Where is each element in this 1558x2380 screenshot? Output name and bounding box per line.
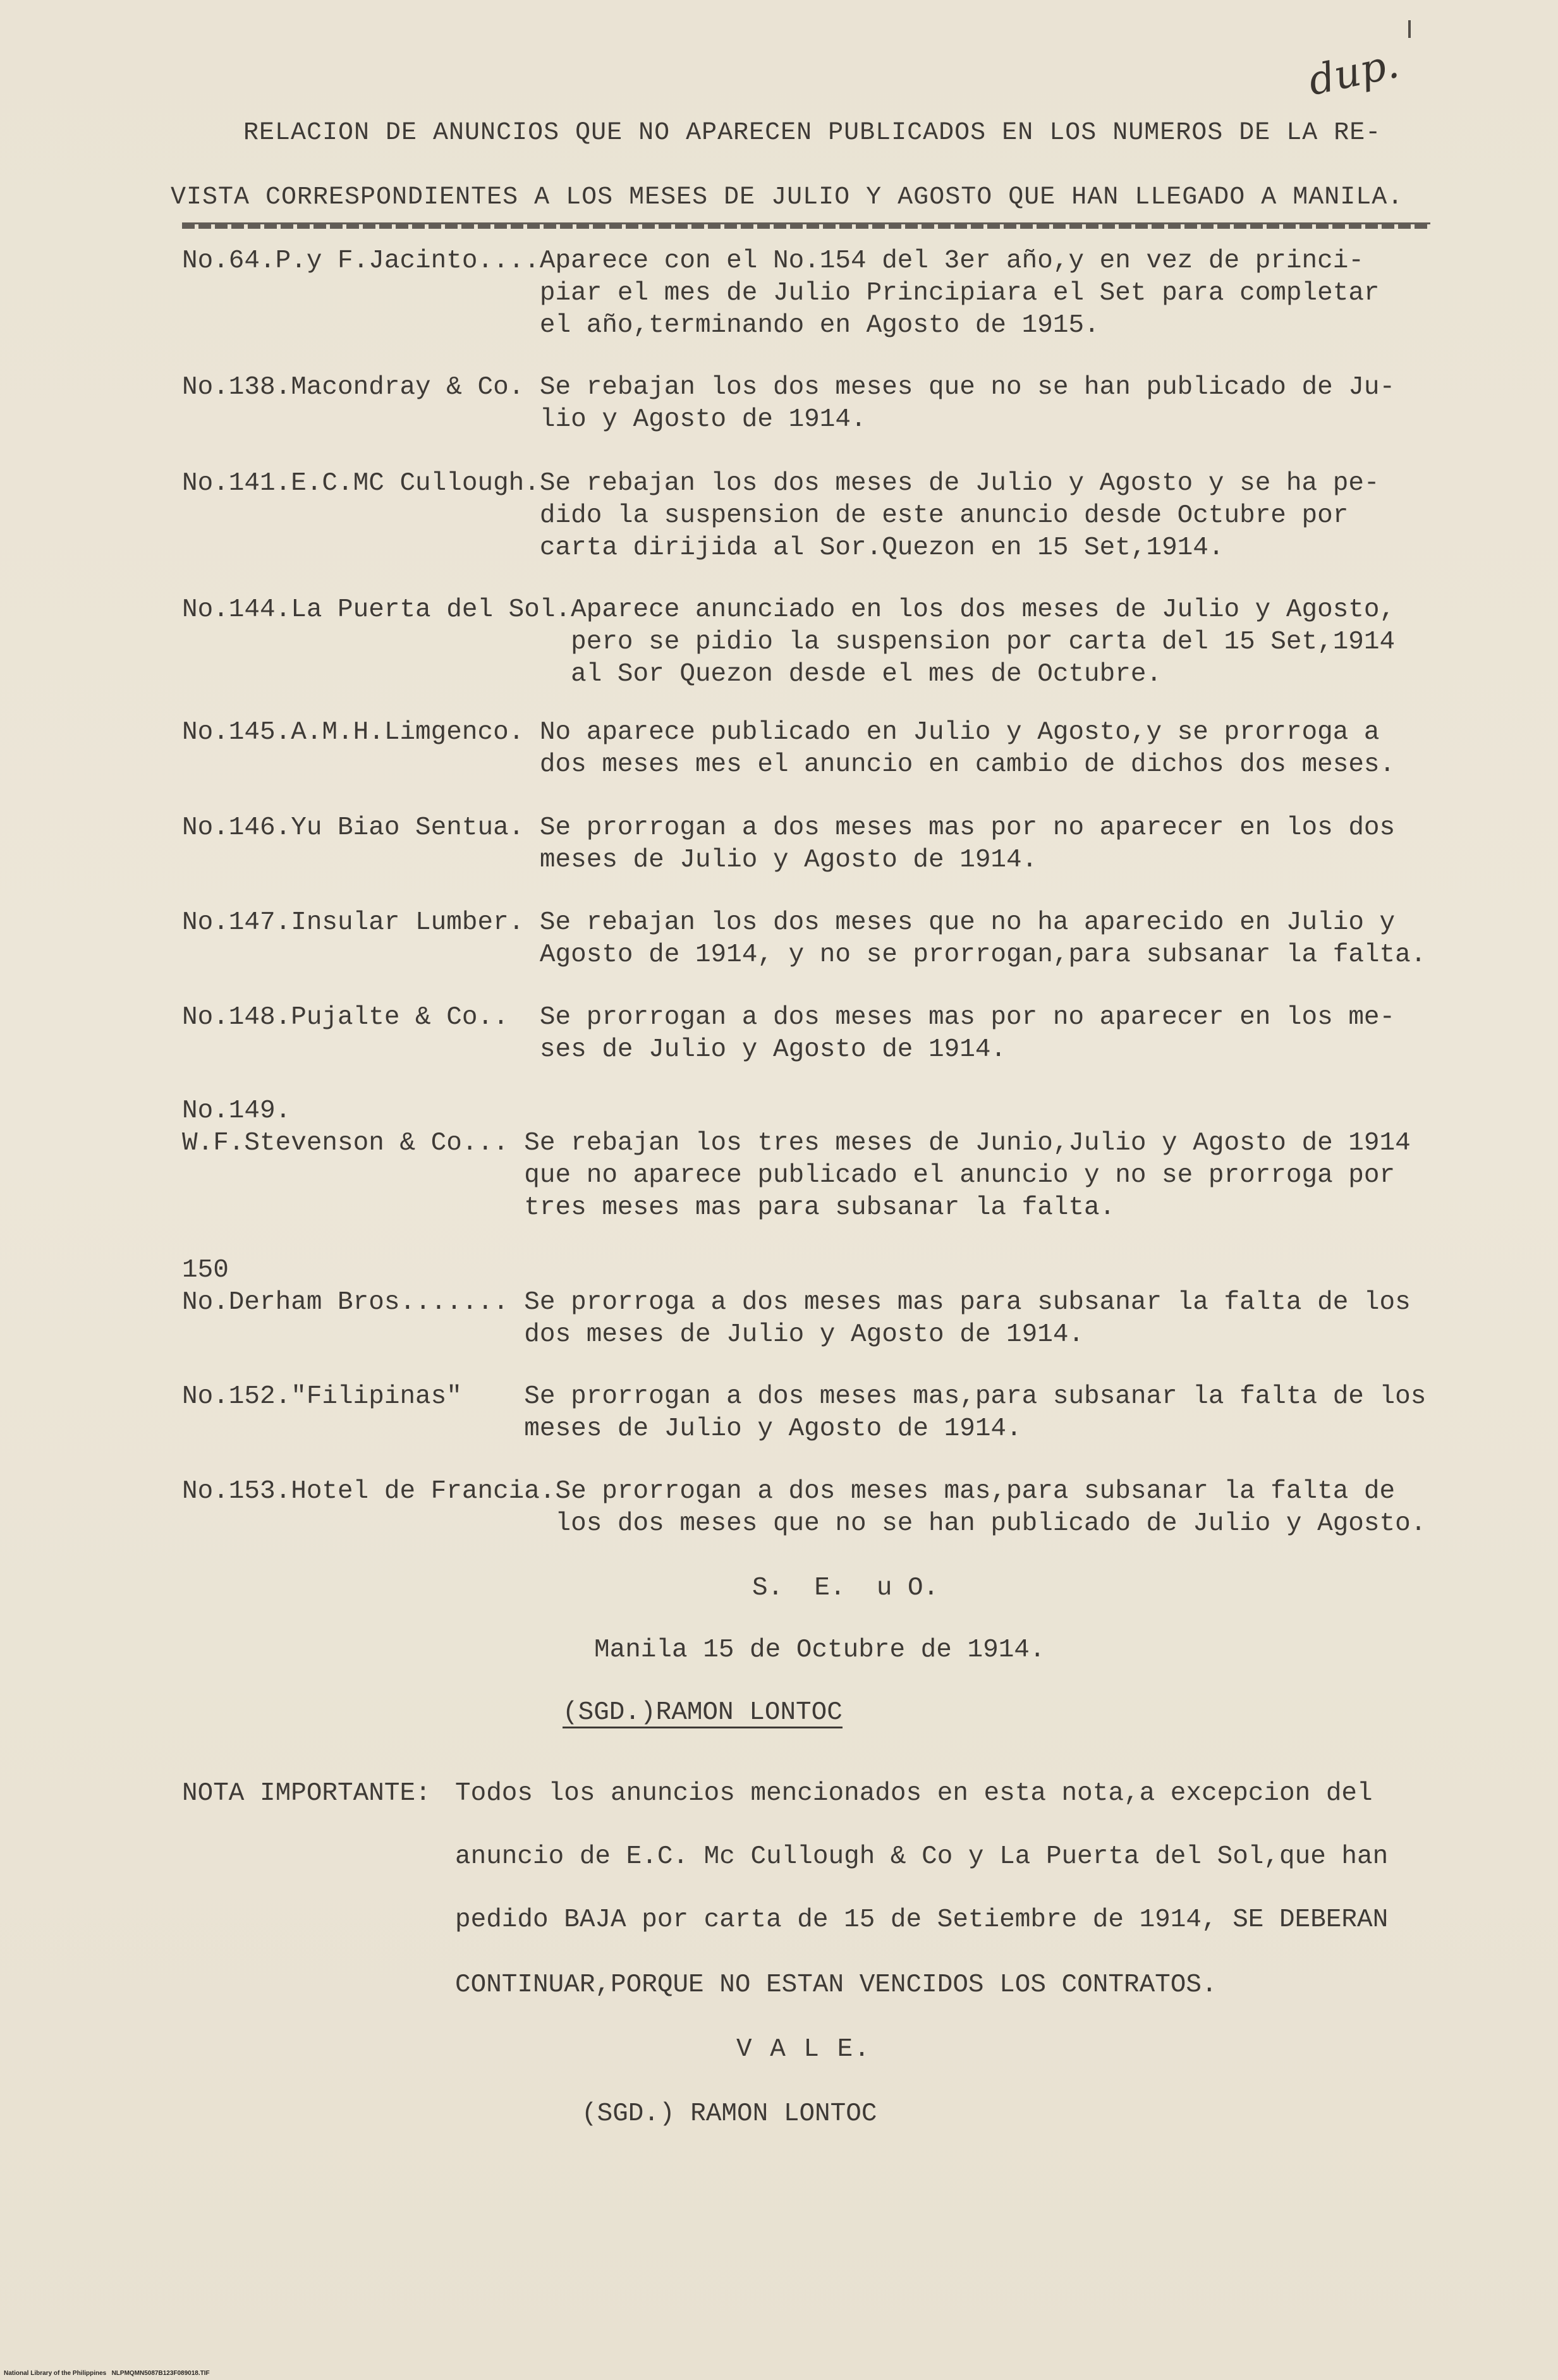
title-divider (182, 222, 1430, 229)
entry-line: Se rebajan los dos meses que no ha aparecido en Julio y (539, 908, 1396, 937)
handwritten-annotation: dup. (1304, 40, 1403, 106)
entry-line: dido la suspension de este anuncio desde Octubre por (539, 501, 1349, 530)
entry-line: tres meses mas para subsanar la falta. (524, 1193, 1116, 1222)
entry-line: al Sor Quezon desde el mes de Octubre. (571, 660, 1162, 689)
signature-underlined: (SGD.)RAMON LONTOC (563, 1698, 843, 1727)
entry-144 (182, 594, 1471, 691)
entry-152 (182, 1381, 1471, 1445)
entry-label: No.144.La Puerta del Sol. (182, 595, 571, 624)
entry-label: No.Derham Bros....... (182, 1288, 525, 1317)
entry-line: que no aparece publicado el anuncio y no se prorroga por (524, 1161, 1396, 1190)
archive-footer: National Library of the Philippines NLPMQMN5087B123F089018.TIF (4, 2370, 210, 2377)
entry-label: No.145.A.M.H.Limgenco. (182, 718, 540, 747)
entry-number: 150 (182, 1256, 229, 1285)
nota-line: CONTINUAR,PORQUE NO ESTAN VENCIDOS LOS CONTRATOS. (455, 1970, 1217, 2000)
entry-line: Aparece con el No.154 del 3er año,y en vez de princi- (539, 246, 1364, 276)
signature-2: (SGD.) RAMON LONTOC (581, 2099, 877, 2128)
entry-145 (182, 717, 1471, 781)
entry-label: No.148.Pujalte & Co.. (182, 1003, 540, 1032)
entry-line: Se prorrogan a dos meses mas por no aparecer en los me- (539, 1003, 1396, 1032)
entry-label: No.64.P.y F.Jacinto.... (182, 246, 540, 276)
entry-146 (182, 812, 1471, 877)
entry-line: los dos meses que no se han publicado de Julio y Agosto. (555, 1509, 1427, 1538)
entry-line: Se prorroga a dos meses mas para subsanar la falta de los (524, 1288, 1411, 1317)
entry-line: No aparece publicado en Julio y Agosto,y se prorroga a (539, 718, 1380, 747)
entry-line: meses de Julio y Agosto de 1914. (539, 846, 1038, 875)
vale-line: V A L E. (736, 2035, 871, 2064)
entry-line: pero se pidio la suspension por carta del 15 Set,1914 (571, 628, 1396, 657)
entry-150 (182, 1254, 1471, 1351)
entry-label: No.138.Macondray & Co. (182, 373, 540, 402)
entry-line: Se rebajan los dos meses que no se han publicado de Ju- (539, 373, 1396, 402)
entry-64 (182, 245, 1471, 342)
entry-label: No.141.E.C.MC Cullough. (182, 469, 540, 498)
entry-label: No.146.Yu Biao Sentua. (182, 813, 540, 842)
entry-line: Se prorrogan a dos meses mas por no aparecer en los dos (539, 813, 1396, 842)
entry-line: piar el mes de Julio Principiara el Set para completar (539, 279, 1380, 308)
entry-line: Se rebajan los tres meses de Junio,Julio y Agosto de 1914 (524, 1129, 1411, 1158)
entry-line: lio y Agosto de 1914. (539, 405, 867, 434)
entry-line: ses de Julio y Agosto de 1914. (539, 1035, 1007, 1064)
entry-line: Agosto de 1914, y no se prorrogan,para subsanar la falta. (539, 940, 1427, 969)
entry-147 (182, 907, 1471, 971)
date-line: Manila 15 de Octubre de 1914. (594, 1636, 1045, 1665)
nota-line: anuncio de E.C. Mc Cullough & Co y La Puerta del Sol,que han (455, 1842, 1389, 1871)
entry-141 (182, 468, 1471, 564)
entry-line: el año,terminando en Agosto de 1915. (539, 311, 1100, 340)
entry-line: Se prorrogan a dos meses mas,para subsanar la falta de los (524, 1382, 1427, 1411)
entry-153 (182, 1476, 1471, 1540)
entry-line: Se rebajan los dos meses de Julio y Agosto y se ha pe- (539, 469, 1380, 498)
entry-label: No.147.Insular Lumber. (182, 908, 540, 937)
entry-line: dos meses mes el anuncio en cambio de dichos dos meses. (539, 750, 1396, 779)
nota-line: Todos los anuncios mencionados en esta nota,a excepcion del (455, 1779, 1373, 1808)
entry-line: dos meses de Julio y Agosto de 1914. (524, 1320, 1085, 1349)
entry-138 (182, 372, 1471, 436)
entry-label: W.F.Stevenson & Co... (182, 1129, 525, 1158)
entry-line: Aparece anunciado en los dos meses de Julio y Agosto, (571, 595, 1396, 624)
closing-formula: S. E. u O. (752, 1574, 939, 1603)
entry-number: No.149. (182, 1096, 291, 1126)
entry-line: meses de Julio y Agosto de 1914. (524, 1414, 1022, 1443)
entry-149 (182, 1095, 1471, 1224)
title-line-1: RELACION DE ANUNCIOS QUE NO APARECEN PUBLICADOS EN LOS NUMEROS DE LA RE- (243, 119, 1382, 147)
entry-line: carta dirijida al Sor.Quezon en 15 Set,1914. (539, 533, 1224, 562)
entry-label: No.152."Filipinas" (182, 1382, 525, 1411)
margin-mark (1408, 20, 1411, 38)
entry-label: No.153.Hotel de Francia. (182, 1477, 556, 1506)
nota-label: NOTA IMPORTANTE: (182, 1779, 431, 1808)
entry-line: Se prorrogan a dos meses mas,para subsanar la falta de (555, 1477, 1396, 1506)
entry-148 (182, 1002, 1471, 1066)
nota-line: pedido BAJA por carta de 15 de Setiembre de 1914, SE DEBERAN (455, 1905, 1389, 1934)
title-line-2: VISTA CORRESPONDIENTES A LOS MESES DE JULIO Y AGOSTO QUE HAN LLEGADO A MANILA. (171, 183, 1404, 212)
